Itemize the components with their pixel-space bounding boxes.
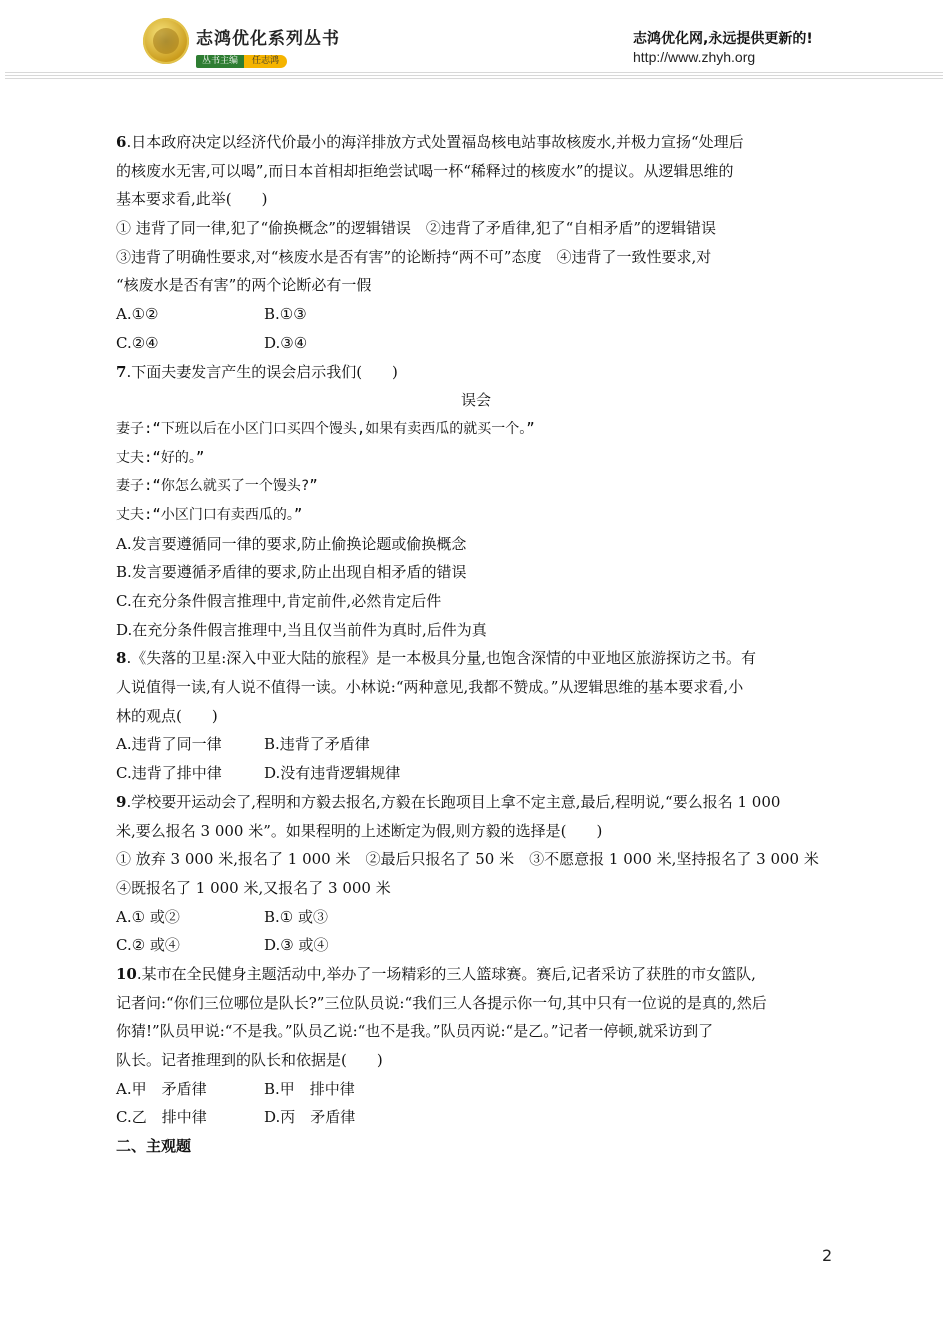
dialogue-line: 妻子:“你怎么就买了一个馒头?” <box>116 478 318 495</box>
question-10-stem-line-2: 记者问:“你们三位哪位是队长?”三位队员说:“我们三人各提示你一句,其中只有一位说的是真的,然后 <box>116 993 767 1012</box>
document-body <box>116 128 836 1161</box>
option-d[interactable]: D.没有违背逻辑规律 <box>264 764 401 783</box>
question-6-item-line-3: “核废水是否有害”的两个论断必有一假 <box>116 276 372 295</box>
option-d[interactable]: D.③④ <box>264 333 308 352</box>
question-10-stem-line-1: 10.某市在全民健身主题活动中,举办了一场精彩的三人篮球赛。赛后,记者采访了获胜的市女篮队, <box>116 964 756 983</box>
question-9-options-row-2 <box>116 931 836 960</box>
question-9-stem-line-2: 米,要么报名 3 000 米”。如果程明的上述断定为假,则方毅的选择是( ) <box>116 821 603 840</box>
question-number: 9 <box>116 792 127 811</box>
question-number: 6 <box>116 133 127 151</box>
option-b[interactable]: B.甲 排中律 <box>264 1079 355 1098</box>
question-6-item-line-1: ① 违背了同一律,犯了“偷换概念”的逻辑错误 ②违背了矛盾律,犯了“自相矛盾”的逻辑错误 <box>116 219 716 238</box>
question-9-item-line-1: ① 放弃 3 000 米,报名了 1 000 米 ②最后只报名了 50 米 ③不愿意报 1 000 米,坚持报名了 3 000 米 <box>116 850 819 869</box>
option-d[interactable]: D.丙 矛盾律 <box>264 1108 356 1127</box>
dialogue-line: 妻子:“下班以后在小区门口买四个馒头,如果有卖西瓜的就买一个。” <box>116 420 535 437</box>
question-6-stem-line-2: 的核废水无害,可以喝”,而日本首相却拒绝尝试喝一杯“稀释过的核废水”的提议。从逻辑思维的 <box>116 161 734 180</box>
option-a[interactable]: A.发言要遵循同一律的要求,防止偷换论题或偷换概念 <box>116 534 467 553</box>
brand-logo-icon <box>143 18 189 64</box>
header-slogan: 志鸿优化网,永远提供更新的! <box>633 31 813 47</box>
option-c[interactable]: C.② 或④ <box>116 936 180 955</box>
question-8-stem-line-3: 林的观点( ) <box>116 706 218 725</box>
brand-subtitle <box>196 48 287 66</box>
option-b[interactable]: B.违背了矛盾律 <box>264 735 370 754</box>
option-c[interactable]: C.在充分条件假言推理中,肯定前件,必然肯定后件 <box>116 592 442 610</box>
page-header <box>0 0 950 90</box>
header-divider <box>5 72 943 80</box>
question-10-options-row-2 <box>116 1103 836 1132</box>
dialogue-line: 丈夫:“小区门口有卖西瓜的。” <box>116 506 303 523</box>
option-b[interactable]: B.①③ <box>264 305 307 324</box>
option-b[interactable]: B.① 或③ <box>264 907 329 926</box>
brand-sub-tag-editor: 丛书主编 <box>196 55 244 68</box>
question-9-stem-line-1: 9.学校要开运动会了,程明和方毅去报名,方毅在长跑项目上拿不定主意,最后,程明说,“要么报名 1 000 <box>116 792 781 811</box>
option-c[interactable]: C.②④ <box>116 333 159 352</box>
option-a[interactable]: A.①② <box>116 305 159 324</box>
option-a[interactable]: A.① 或② <box>116 907 180 926</box>
question-number: 7 <box>116 362 127 381</box>
option-c[interactable]: C.乙 排中律 <box>116 1108 207 1127</box>
question-10-options-row-1 <box>116 1075 836 1104</box>
question-8-stem-line-1: 8.《失落的卫星:深入中亚大陆的旅程》是一本极具分量,也饱含深情的中亚地区旅游探访之书。有 <box>116 649 757 668</box>
section-title: 二、主观题 <box>116 1137 192 1156</box>
question-number: 10 <box>116 964 137 983</box>
question-8-stem-line-2: 人说值得一读,有人说不值得一读。小林说:“两种意见,我都不赞成。”从逻辑思维的基本要求看,小 <box>116 678 744 697</box>
question-6-options-row-2 <box>116 329 836 358</box>
question-7-stem: 7.下面夫妻发言产生的误会启示我们( ) <box>116 362 398 381</box>
question-number: 8 <box>116 649 127 668</box>
question-6-options-row-1 <box>116 300 836 329</box>
option-a[interactable]: A.违背了同一律 <box>116 735 222 754</box>
question-8-options-row-2 <box>116 759 836 788</box>
question-9-item-line-2: ④既报名了 1 000 米,又报名了 3 000 米 <box>116 878 391 897</box>
question-10-stem-line-3: 你猜!”队员甲说:“不是我。”队员乙说:“也不是我。”队员丙说:“是乙。”记者一停顿,就采访到了 <box>116 1022 714 1041</box>
option-a[interactable]: A.甲 矛盾律 <box>116 1079 207 1098</box>
question-7-title: 误会 <box>460 391 491 410</box>
brand-sub-tag-name: 任志鸿 <box>244 55 287 68</box>
question-9-options-row-1 <box>116 903 836 932</box>
question-6-item-line-2: ③违背了明确性要求,对“核废水是否有害”的论断持“两不可”态度 ④违背了一致性要求,对 <box>116 247 712 266</box>
question-6-stem-line-3: 基本要求看,此举( ) <box>116 190 268 209</box>
option-d[interactable]: D.③ 或④ <box>264 936 329 955</box>
page-number: 2 <box>822 1246 833 1265</box>
question-6-stem-line-1: 6.日本政府决定以经济代价最小的海洋排放方式处置福岛核电站事故核废水,并极力宣扬“处理后 <box>116 133 744 151</box>
option-c[interactable]: C.违背了排中律 <box>116 764 222 783</box>
question-8-options-row-1 <box>116 730 836 759</box>
dialogue-line: 丈夫:“好的。” <box>116 449 205 466</box>
question-10-stem-line-4: 队长。记者推理到的队长和依据是( ) <box>116 1051 383 1069</box>
brand-title: 志鸿优化系列丛书 <box>196 29 340 49</box>
option-b[interactable]: B.发言要遵循矛盾律的要求,防止出现自相矛盾的错误 <box>116 563 467 582</box>
option-d[interactable]: D.在充分条件假言推理中,当且仅当前件为真时,后件为真 <box>116 620 487 639</box>
header-url[interactable]: http://www.zhyh.org <box>633 49 756 65</box>
